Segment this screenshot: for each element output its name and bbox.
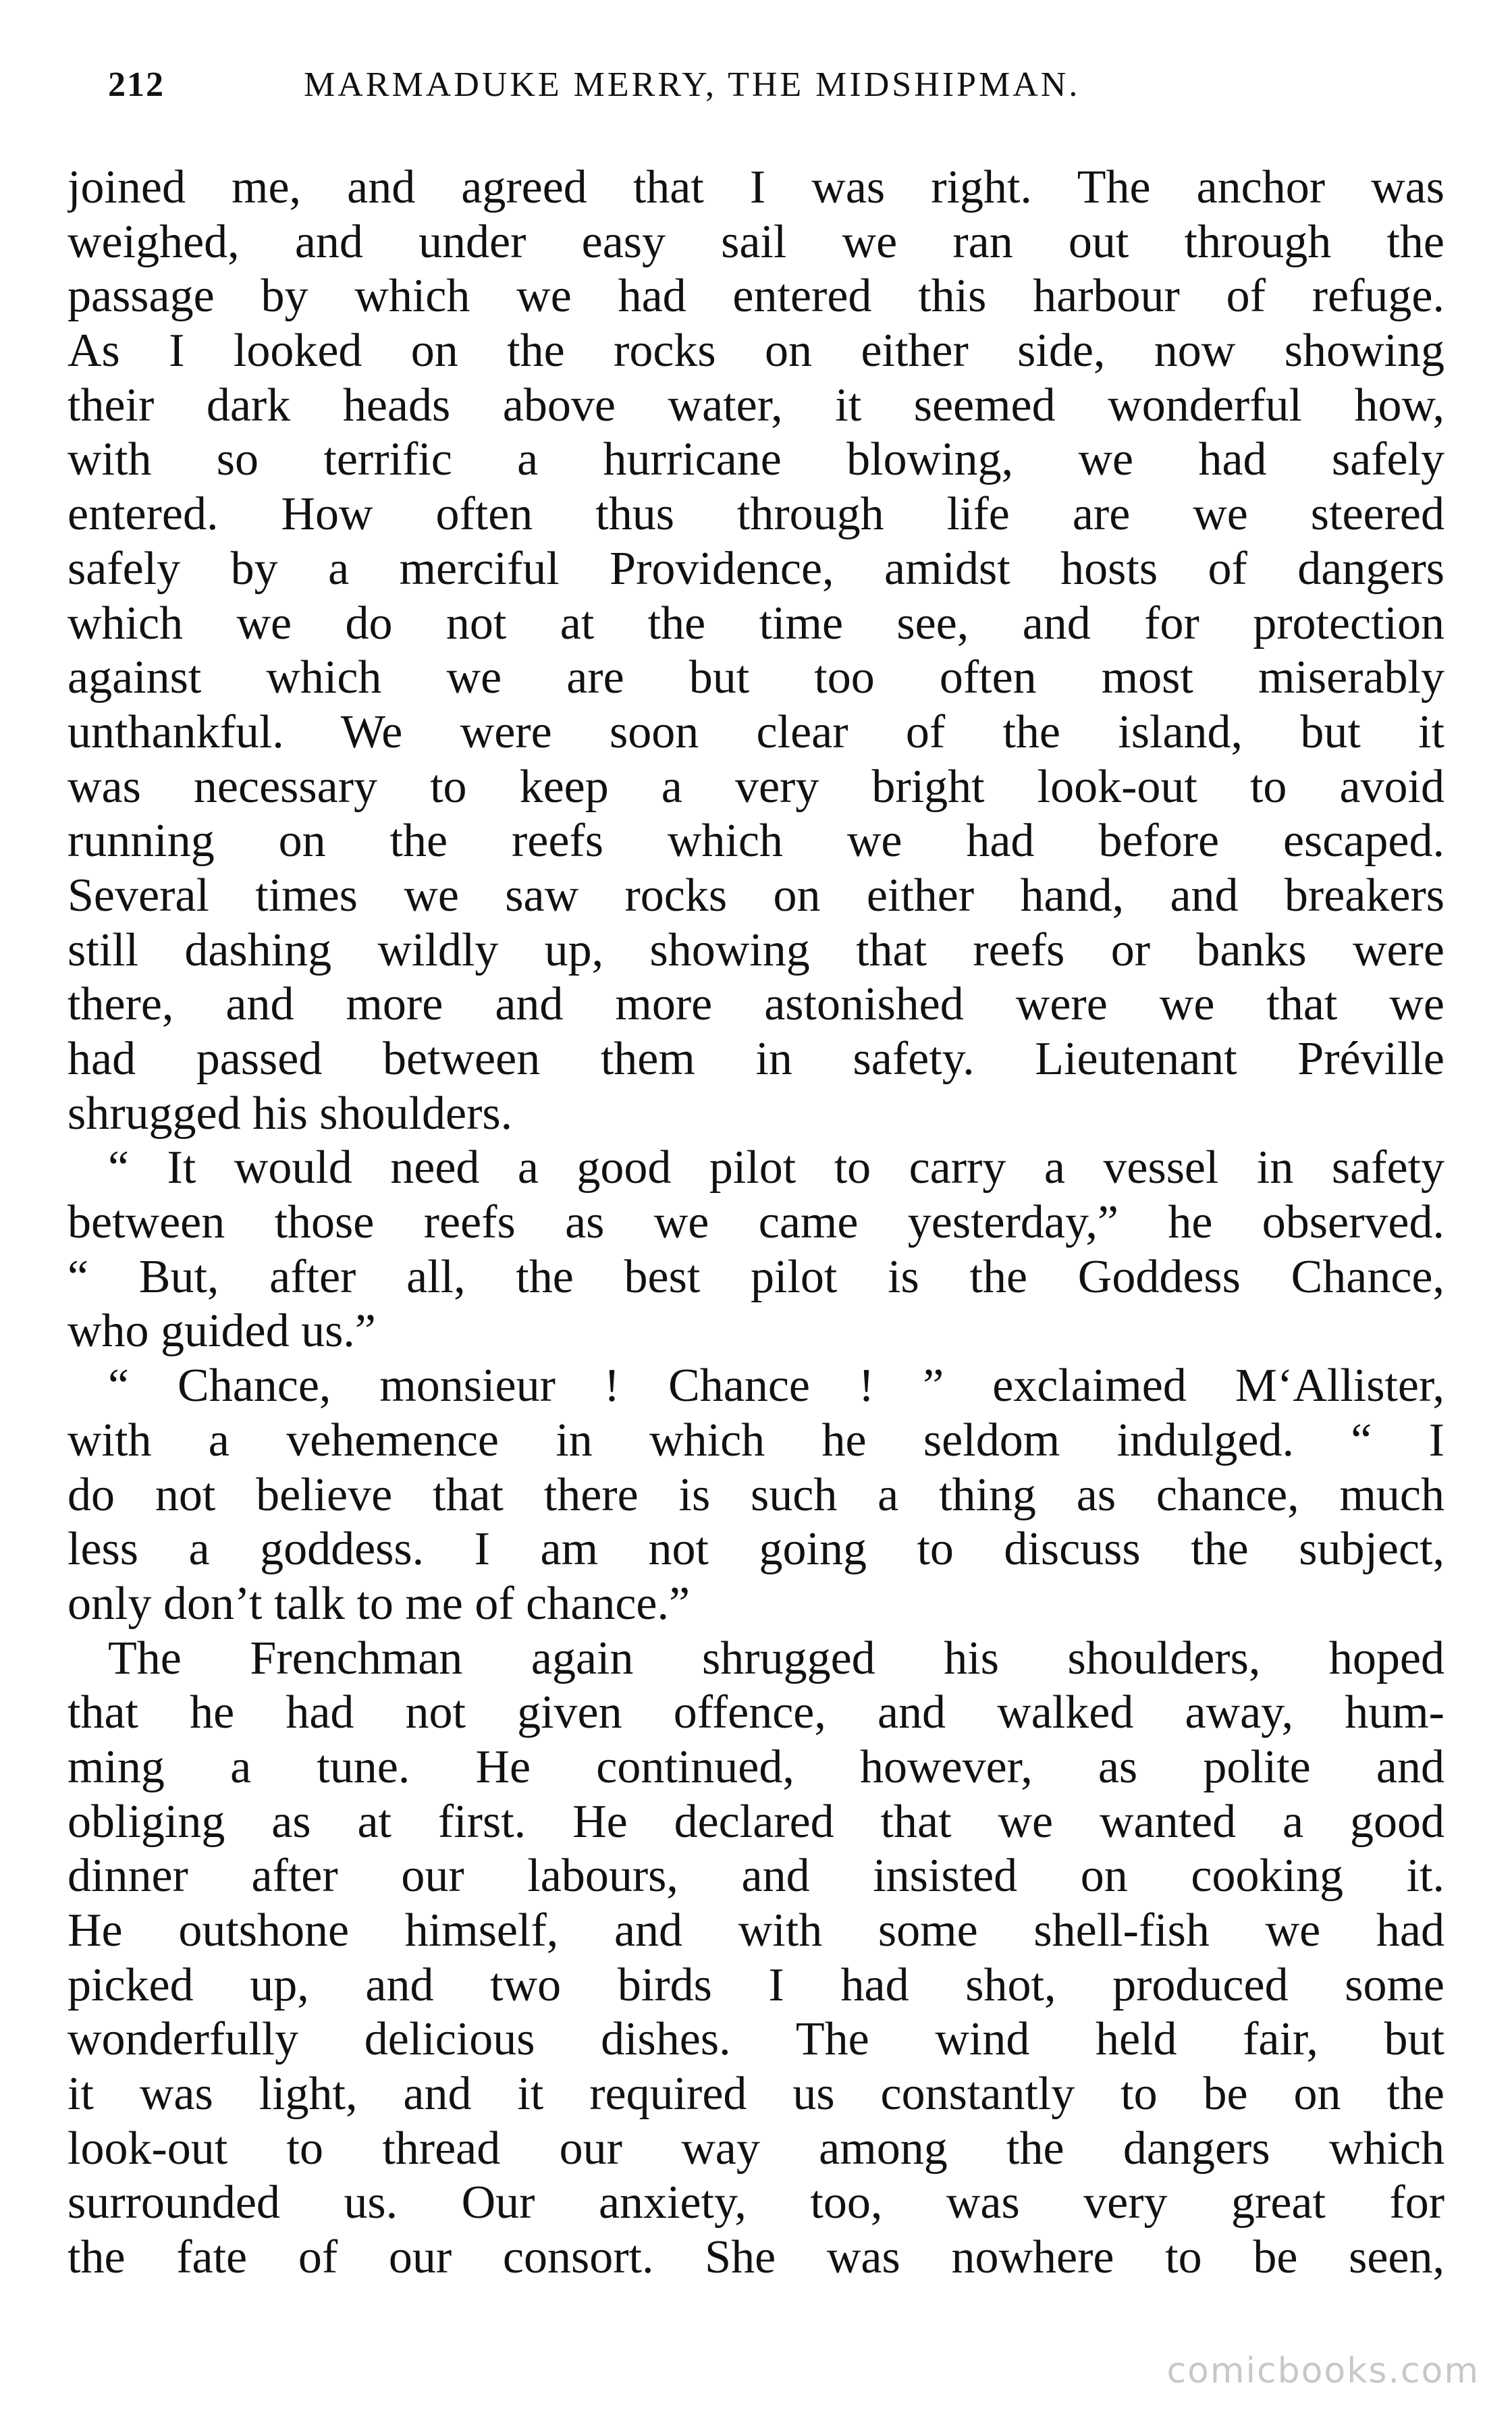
text-line: The Frenchman again shrugged his shoulders, hoped xyxy=(108,1632,1444,1684)
text-line: joined me, and agreed that I was right. The anchor was xyxy=(68,161,1444,213)
text-line: against which we are but too often most miserably xyxy=(68,651,1444,704)
text-line: safely by a merciful Providence, amidst hosts of dangers xyxy=(68,542,1444,595)
text-line: between those reefs as we came yesterday,” he observed. xyxy=(68,1196,1444,1249)
text-line: As I looked on the rocks on either side, now showing xyxy=(68,325,1444,377)
text-line: with a vehemence in which he seldom indulged. “ I xyxy=(68,1414,1444,1466)
text-line: unthankful. We were soon clear of the island, but it xyxy=(68,706,1444,758)
text-line: entered. How often thus through life are we steered xyxy=(68,488,1444,541)
text-line: with so terrific a hurricane blowing, we had safely xyxy=(68,433,1444,486)
text-line: less a goddess. I am not going to discuss the subject, xyxy=(68,1523,1444,1576)
text-line: only don’t talk to me of chance.” xyxy=(68,1577,691,1630)
text-line: obliging as at first. He declared that we wanted a good xyxy=(68,1795,1444,1848)
text-line: had passed between them in safety. Lieutenant Préville xyxy=(68,1033,1444,1085)
text-line: Several times we saw rocks on either hand, and breakers xyxy=(68,869,1444,922)
book-title: MARMADUKE MERRY, THE MIDSHIPMAN. xyxy=(304,65,1081,104)
text-line: “ But, after all, the best pilot is the Goddess Chance, xyxy=(68,1250,1444,1303)
watermark: comicbooks.com xyxy=(1166,2351,1480,2391)
text-line: still dashing wildly up, showing that reefs or banks were xyxy=(68,924,1444,976)
text-line: that he had not given offence, and walked away, hum- xyxy=(68,1686,1444,1739)
text-line: who guided us.” xyxy=(68,1305,376,1358)
text-line: look-out to thread our way among the dangers which xyxy=(68,2122,1444,2175)
text-line: “ Chance, monsieur ! Chance ! ” exclaimed M‘Allister, xyxy=(108,1360,1444,1412)
text-line: “ It would need a good pilot to carry a vessel in safety xyxy=(108,1142,1444,1194)
text-line: was necessary to keep a very bright look-out to avoid xyxy=(68,760,1444,813)
text-line: picked up, and two birds I had shot, produced some xyxy=(68,1959,1444,2011)
text-line: passage by which we had entered this harbour of refuge. xyxy=(68,270,1444,323)
running-head xyxy=(94,59,1256,113)
text-line: their dark heads above water, it seemed wonderful how, xyxy=(68,379,1444,431)
text-line: running on the reefs which we had before escaped. xyxy=(68,815,1444,868)
text-line: surrounded us. Our anxiety, too, was very great for xyxy=(68,2177,1444,2229)
text-line: wonderfully delicious dishes. The wind held fair, but xyxy=(68,2013,1444,2066)
body-text xyxy=(68,161,1444,2348)
text-line: which we do not at the time see, and for protection xyxy=(68,597,1444,649)
text-line: dinner after our labours, and insisted on cooking it. xyxy=(68,1850,1444,1903)
page-number: 212 xyxy=(108,65,165,104)
text-line: there, and more and more astonished were we that we xyxy=(68,978,1444,1031)
text-line: shrugged his shoulders. xyxy=(68,1087,513,1140)
text-line: the fate of our consort. She was nowhere to be seen, xyxy=(68,2231,1444,2284)
text-line: do not believe that there is such a thing as chance, much xyxy=(68,1468,1444,1521)
text-line: weighed, and under easy sail we ran out through the xyxy=(68,215,1444,268)
text-line: ming a tune. He continued, however, as polite and xyxy=(68,1740,1444,1793)
text-line: He outshone himself, and with some shell-fish we had xyxy=(68,1905,1444,1957)
text-line: it was light, and it required us constantly to be on the xyxy=(68,2068,1444,2121)
